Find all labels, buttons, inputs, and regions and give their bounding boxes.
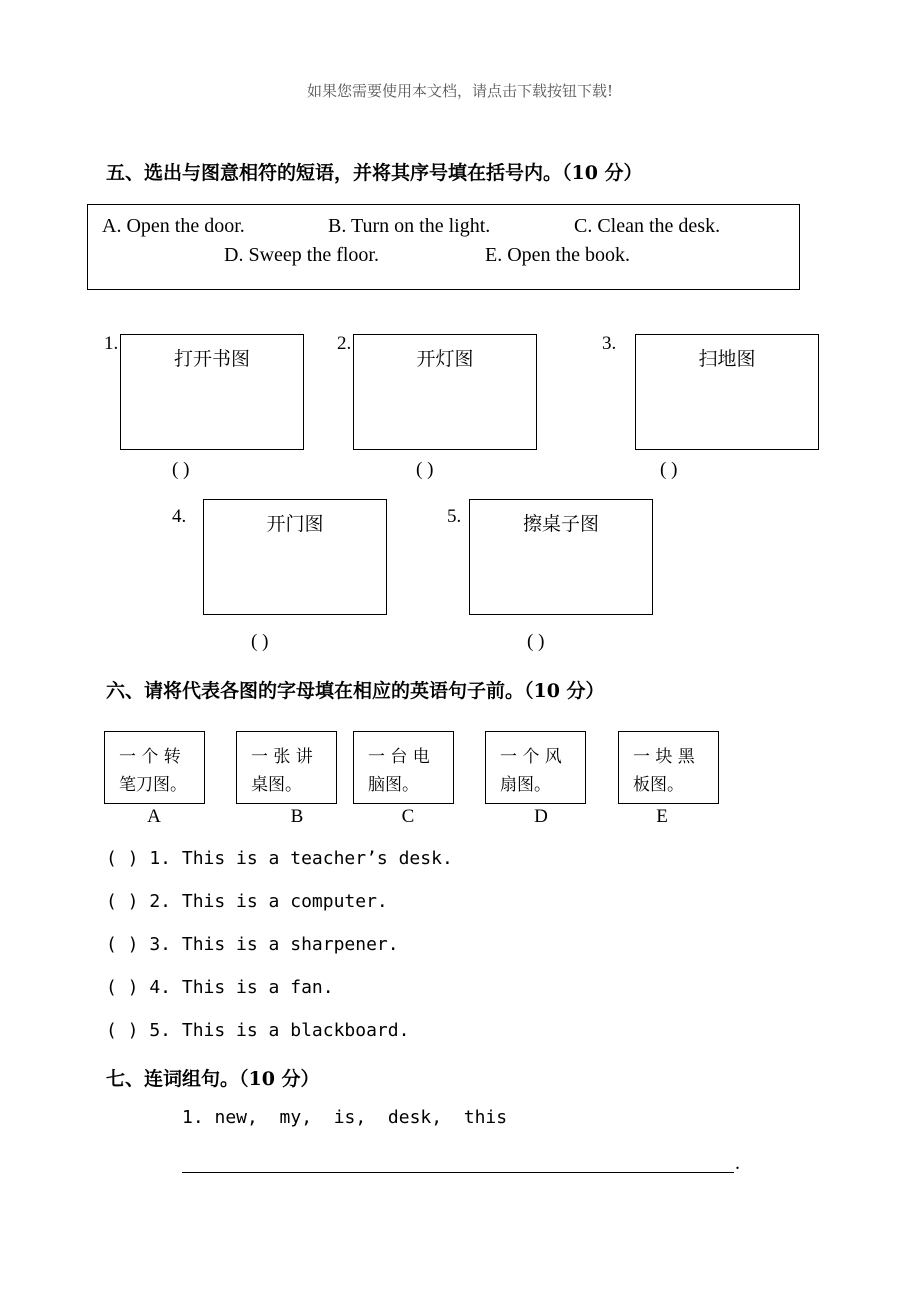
box-letter: C <box>401 806 415 827</box>
section7-title: 七、连词组句。（10 分） <box>106 1068 320 1090</box>
option-c: C. Clean the desk. <box>574 215 721 237</box>
download-banner: 如果您需要使用本文档，请点击下载按钮下载! <box>306 82 614 100</box>
picture-number: 5. <box>447 506 462 527</box>
sentence-item[interactable]: ( ) 1. This is a teacher’s desk. <box>106 848 453 869</box>
answer-line[interactable] <box>182 1172 734 1173</box>
option-a: A. Open the door. <box>102 215 245 237</box>
box-text-line: 一 个 风 <box>500 747 562 767</box>
option-e: E. Open the book. <box>485 244 630 266</box>
box-text-line: 脑图。 <box>368 775 419 795</box>
picture-label: 扫地图 <box>698 348 756 370</box>
box-letter: A <box>147 806 161 827</box>
box-letter: B <box>290 806 304 827</box>
box-text-line: 一 张 讲 <box>251 747 313 767</box>
picture-number: 3. <box>602 333 617 354</box>
line-period: . <box>735 1152 740 1174</box>
picture-label: 打开书图 <box>173 348 250 370</box>
picture-number: 2. <box>337 333 352 354</box>
answer-parentheses[interactable]: ( ) <box>527 631 545 652</box>
section6-title: 六、请将代表各图的字母填在相应的英语句子前。（10 分） <box>106 680 605 702</box>
box-text-line: 一 个 转 <box>119 747 181 767</box>
sentence-item[interactable]: ( ) 3. This is a sharpener. <box>106 934 399 955</box>
box-letter: E <box>656 806 668 827</box>
box-text-line: 扇图。 <box>500 775 551 795</box>
sentence-item[interactable]: ( ) 4. This is a fan. <box>106 977 334 998</box>
box-text-line: 一 台 电 <box>368 747 430 767</box>
picture-label: 擦桌子图 <box>522 513 599 535</box>
answer-parentheses[interactable]: ( ) <box>660 459 678 480</box>
section5-title: 五、选出与图意相符的短语，并将其序号填在括号内。（10 分） <box>106 162 643 184</box>
option-d: D. Sweep the floor. <box>224 244 379 266</box>
box-text-line: 一 块 黑 <box>633 747 695 767</box>
picture-number: 1. <box>104 333 119 354</box>
word-order-item: 1. new, my, is, desk, this <box>182 1107 508 1128</box>
box-letter: D <box>534 806 548 827</box>
picture-number: 4. <box>172 506 187 527</box>
answer-parentheses[interactable]: ( ) <box>416 459 434 480</box>
box-text-line: 板图。 <box>633 775 684 795</box>
answer-parentheses[interactable]: ( ) <box>251 631 269 652</box>
box-text-line: 桌图。 <box>251 775 302 795</box>
picture-label: 开灯图 <box>416 348 474 370</box>
box-text-line: 笔刀图。 <box>119 775 187 795</box>
picture-label: 开门图 <box>266 513 324 535</box>
option-b: B. Turn on the light. <box>328 215 491 237</box>
sentence-item[interactable]: ( ) 5. This is a blackboard. <box>106 1020 410 1041</box>
answer-parentheses[interactable]: ( ) <box>172 459 190 480</box>
sentence-item[interactable]: ( ) 2. This is a computer. <box>106 891 388 912</box>
